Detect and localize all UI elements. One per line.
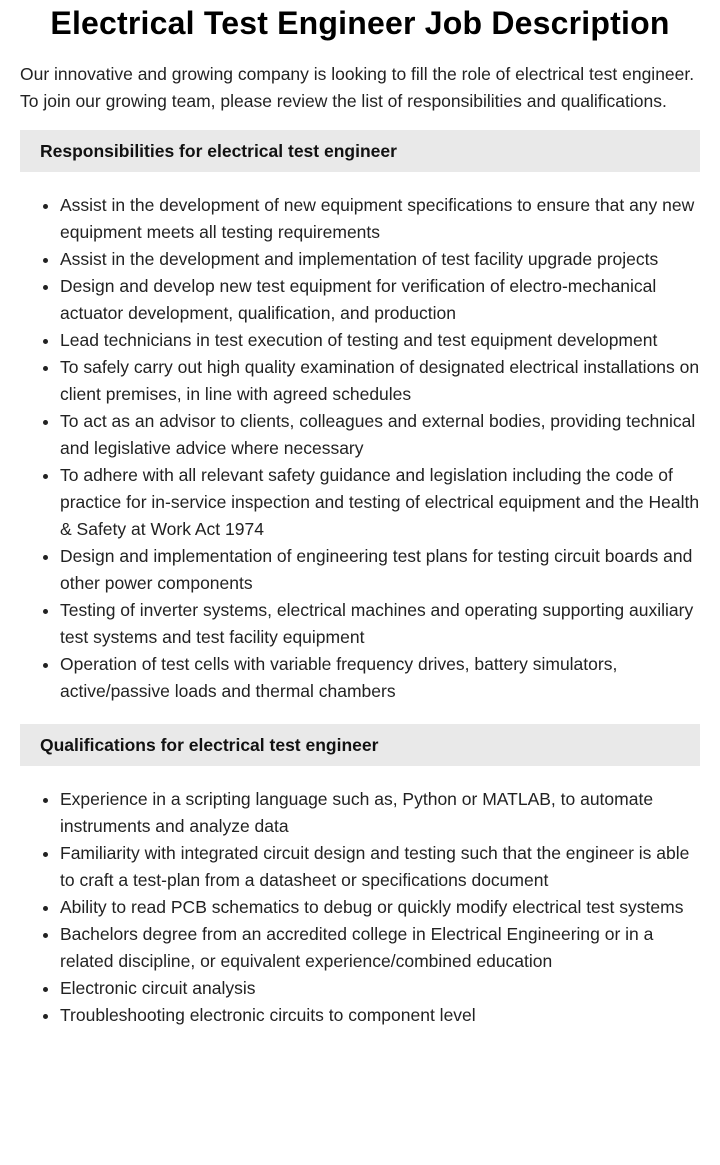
list-item: • Assist in the development and implementation of test facility upgrade projects [60,246,700,273]
list-item: • Assist in the development of new equipment specifications to ensure that any new equipment meets all testing requirements [60,192,700,246]
list-item: • Troubleshooting electronic circuits to component level [60,1002,700,1029]
responsibilities-heading: Responsibilities for electrical test engineer [20,130,700,172]
list-item: • To adhere with all relevant safety guidance and legislation including the code of practice for in-service inspection and testing of electrical equipment and the Health & Safety at Work Act 1974 [60,462,700,543]
list-item: • Familiarity with integrated circuit design and testing such that the engineer is able to craft a test-plan from a datasheet or specifications document [60,840,700,894]
list-item: • Experience in a scripting language such as, Python or MATLAB, to automate instruments and analyze data [60,786,700,840]
list-item: • Design and implementation of engineering test plans for testing circuit boards and other power components [60,543,700,597]
list-item: • Testing of inverter systems, electrical machines and operating supporting auxiliary test systems and test facility equipment [60,597,700,651]
list-item: • Design and develop new test equipment for verification of electro-mechanical actuator development, qualification, and production [60,273,700,327]
qualifications-list [20,786,700,1029]
list-item: • Operation of test cells with variable frequency drives, battery simulators, active/passive loads and thermal chambers [60,651,700,705]
list-item: • Bachelors degree from an accredited college in Electrical Engineering or in a related discipline, or equivalent experience/combined education [60,921,700,975]
qualifications-heading: Qualifications for electrical test engineer [20,724,700,766]
list-item: • To safely carry out high quality examination of designated electrical installations on client premises, in line with agreed schedules [60,354,700,408]
page-title: Electrical Test Engineer Job Description [50,5,670,41]
list-item: • Electronic circuit analysis [60,975,700,1002]
list-item: • Lead technicians in test execution of testing and test equipment development [60,327,700,354]
list-item: • To act as an advisor to clients, colleagues and external bodies, providing technical and legislative advice where necessary [60,408,700,462]
intro-paragraph: Our innovative and growing company is looking to fill the role of electrical test engineer. To join our growing team, please review the list of responsibilities and qualifications. [20,64,695,111]
list-item: • Ability to read PCB schematics to debug or quickly modify electrical test systems [60,894,700,921]
responsibilities-list [20,192,700,705]
